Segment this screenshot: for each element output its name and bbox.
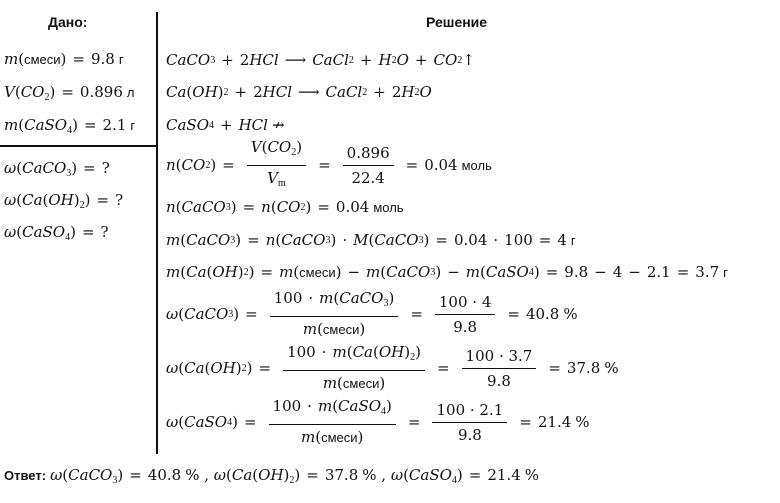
reaction-caso4-hcl: CaSO 4 + HCl ↛ xyxy=(166,116,285,134)
given-mass-mixture: m(смеси) = 9.8 г xyxy=(4,50,124,68)
find-w-caso4: ω(CaSO$_4$) = ? xyxy=(4,223,109,243)
answer-line: Ответ: ω(CaCO$_3$) = 40.8 % , $\omega(Ca(OH)_2) = 37.8$ % , ω(CaSO$_4$) = 21.4 % xyxy=(4,466,540,486)
calc-w-caco3: ω ( CaCO 3 ) = $\frac{100 \cdot m(CaCO_3)}{\text{m(смеси)}}$ = $\frac{100 \cdot 4}{9.8}$ = 40.8 % xyxy=(166,289,578,338)
reaction-caoh2-hcl: Ca ( OH ) 2 + 2 HCl ⟶ CaCl 2 + 2 H 2 O xyxy=(166,83,432,101)
find-w-caoh2: $\omega(Ca(OH)_2)$ = ? xyxy=(4,191,124,211)
reaction-caco3-hcl: CaCO 3 + 2 HCl ⟶ CaCl 2 + H 2 O + CO 2 ↑ xyxy=(166,51,475,69)
given-volume-co2: $V(CO_2) = 0.896$ л xyxy=(4,83,135,103)
given-mass-caso4: m(CaSO$_4$) = 2.1 г xyxy=(4,116,136,136)
calc-w-caoh2: ω ( Ca ( OH ) 2 ) = $\frac{100 \cdot m(Ca(OH)_2)}{\text{m(смеси)}}$ = $\frac{100 \cdot 3.7}{9.8}$ = 37.8 % xyxy=(166,343,619,392)
calc-m-caco3: m ( CaCO 3 ) = n ( CaCO 3 ) · M ( CaCO 3 ) = 0.04 · 100 = 4 г xyxy=(166,231,576,249)
calc-w-caso4: ω ( CaSO 4 ) = $\frac{100 \cdot m(CaSO_4)}{\text{m(смеси)}}$ = $\frac{100 \cdot 2.1}{9.8}$ = 21.4 % xyxy=(166,397,590,446)
calc-n-caco3: n ( CaCO 3 ) = n ( CO 2 ) = 0.04 моль xyxy=(166,198,404,216)
answer-label: Ответ: xyxy=(4,468,47,483)
given-divider xyxy=(0,145,157,147)
calc-m-caoh2: m ( Ca ( OH ) 2 ) = m ( смеси ) − m ( CaCO 3 ) − m ( CaSO 4 ) = 9.8 − 4 − 2.1 = 3.7 г xyxy=(166,263,728,281)
vertical-divider xyxy=(156,12,158,454)
calc-n-co2: n ( CO 2 ) = $\frac{V(CO_2)}{V_m}$ = $\frac{0.896}{22.4}$ = 0.04 моль xyxy=(166,137,492,189)
find-w-caco3: ω(CaCO$_3$) = ? xyxy=(4,159,110,179)
given-header: Дано: xyxy=(48,14,88,30)
solution-header: Решение xyxy=(426,14,488,30)
